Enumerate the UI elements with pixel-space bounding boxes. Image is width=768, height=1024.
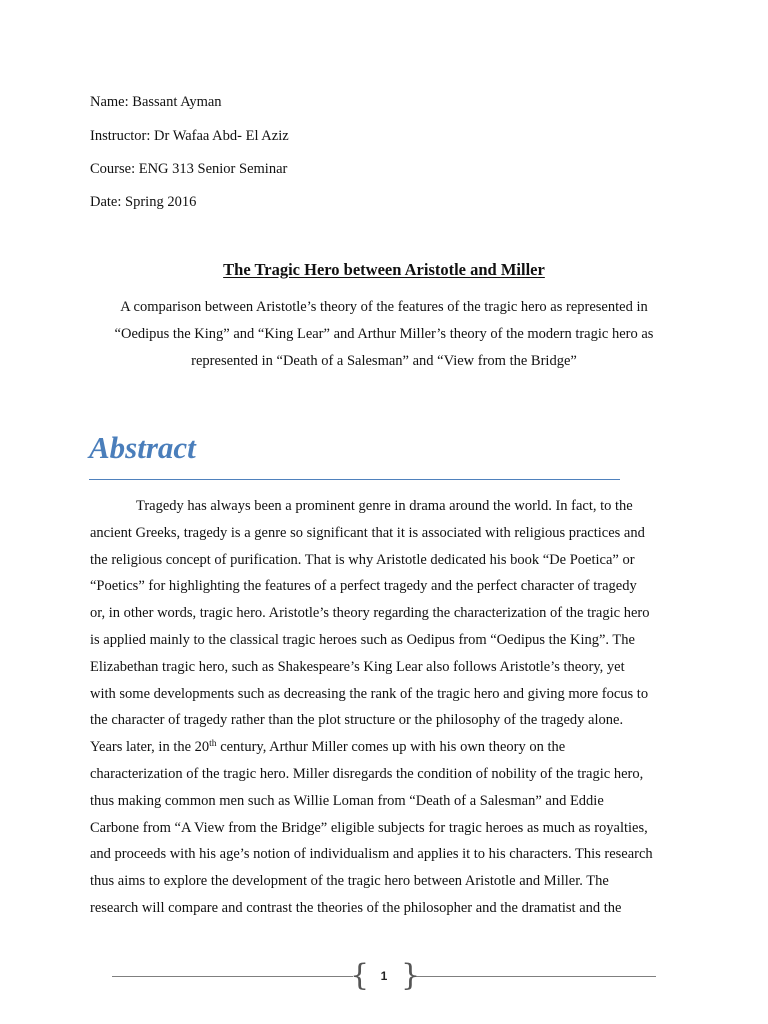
body-line: research will compare and contrast the theories of the philosopher and the dramatist and the (90, 899, 622, 916)
body-line: Tragedy has always been a prominent genre in drama around the world. In fact, to the (136, 498, 633, 514)
brace-right-icon: } (401, 958, 421, 993)
body-line: Elizabethan tragic hero, such as Shakespeare’s King Lear also follows Aristotle’s theory, yet (90, 658, 625, 675)
body-line: the character of tragedy rather than the plot structure or the philosophy of the tragedy alone. (90, 712, 624, 729)
footer-rule-left (112, 976, 353, 977)
body-line: ancient Greeks, tragedy is a genre so significant that it is associated with religious practices and (90, 524, 645, 541)
brace-left-icon: { (350, 958, 370, 993)
header-course: Course: ENG 313 Senior Seminar (90, 161, 288, 177)
ordinal-superscript: th (209, 739, 217, 750)
body-line-segment: Years later, in the 20 (90, 739, 210, 756)
body-line: “Poetics” for highlighting the features of a perfect tragedy and the perfect character of tragedy (90, 578, 637, 595)
subtitle-line: “Oedipus the King” and “King Lear” and Arthur Miller’s theory of the modern tragic hero as (114, 326, 654, 342)
body-line: thus aims to explore the development of the tragic hero between Aristotle and Miller. The (90, 873, 609, 890)
body-line: or, in other words, tragic hero. Aristotle’s theory regarding the characterization of the tragic hero (90, 605, 650, 622)
body-line: Carbone from “A View from the Bridge” eligible subjects for tragic heroes as much as royalties, (90, 819, 648, 836)
body-line (90, 734, 680, 761)
subtitle-line: A comparison between Aristotle’s theory of the features of the tragic hero as represented in (120, 299, 648, 315)
document-title: The Tragic Hero between Aristotle and Miller (223, 260, 545, 279)
header-name: Name: Bassant Ayman (90, 94, 222, 110)
header-date: Date: Spring 2016 (90, 194, 197, 210)
abstract-heading: Abstract (89, 430, 196, 465)
subtitle-line: represented in “Death of a Salesman” and “View from the Bridge” (191, 353, 577, 369)
footer-rule-right (414, 976, 656, 977)
body-line-segment: century, Arthur Miller comes up with his own theory on the (216, 739, 566, 756)
body-line: thus making common men such as Willie Loman from “Death of a Salesman” and Eddie (90, 792, 604, 809)
body-line: is applied mainly to the classical tragic heroes such as Oedipus from “Oedipus the King”. The (90, 631, 635, 648)
abstract-body (90, 493, 680, 922)
body-line: the religious concept of purification. That is why Aristotle dedicated his book “De Poetica” or (90, 551, 635, 568)
body-line: with some developments such as decreasing the rank of the tragic hero and giving more focus to (90, 685, 649, 702)
document-subtitle (90, 294, 678, 375)
body-line: and proceeds with his age’s notion of individualism and applies it to his characters. This research (90, 846, 653, 863)
header-instructor: Instructor: Dr Wafaa Abd- El Aziz (90, 128, 289, 144)
page-number: 1 (380, 969, 388, 983)
body-line: characterization of the tragic hero. Miller disregards the condition of nobility of the tragic hero, (90, 765, 644, 782)
abstract-heading-rule (89, 479, 620, 480)
